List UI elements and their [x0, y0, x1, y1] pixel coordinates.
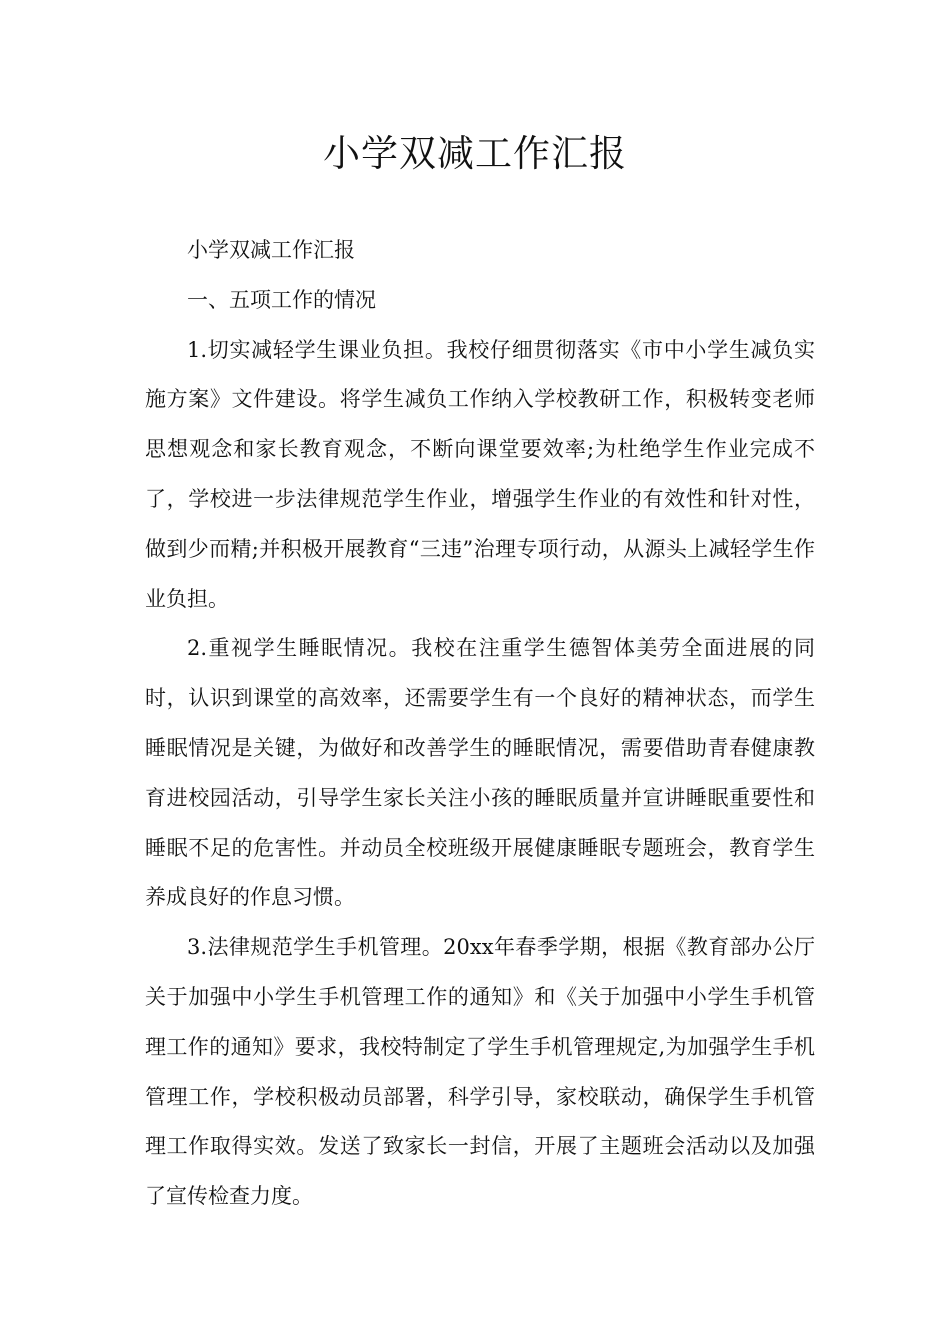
paragraph-section-title: 一、五项工作的情况 — [187, 287, 376, 312]
paragraph-item-3: 3.法律规范学生手机管理。20xx年春季学期，根据《教育部办公厅关于加强中小学生手机管理工作的通知》和《关于加强中小学生手机管理工作的通知》要求，我校特制定了学生手机管理规定,为加强学生手机管理工作，学校积极动员部署，科学引导，家校联动，确保学生手机管理工作取得实效。发送了致家长一封信，开展了主题班会活动以及加强了宣传检查力度。 — [145, 935, 815, 1209]
paragraph-item-1: 1.切实减轻学生课业负担。我校仔细贯彻落实《市中小学生减负实施方案》文件建设。将学生减负工作纳入学校教研工作，积极转变老师思想观念和家长教育观念，不断向课堂要效率;为杜绝学生作业完成不了，学校进一步法律规范学生作业，增强学生作业的有效性和针对性，做到少而精;并积极开展教育“三违”治理专项行动，从源头上减轻学生作业负担。 — [145, 337, 815, 611]
document-body — [145, 226, 815, 1222]
paragraph-heading: 小学双减工作汇报 — [187, 238, 355, 262]
paragraph-item-2: 2.重视学生睡眠情况。我校在注重学生德智体美劳全面进展的同时，认识到课堂的高效率，还需要学生有一个良好的精神状态，而学生睡眠情况是关键，为做好和改善学生的睡眠情况，需要借助青春健康教育进校园活动，引导学生家长关注小孩的睡眠质量并宣讲睡眠重要性和睡眠不足的危害性。并动员全校班级开展健康睡眠专题班会，教育学生养成良好的作息习惯。 — [145, 636, 815, 910]
document-title: 小学双减工作汇报 — [323, 132, 627, 175]
